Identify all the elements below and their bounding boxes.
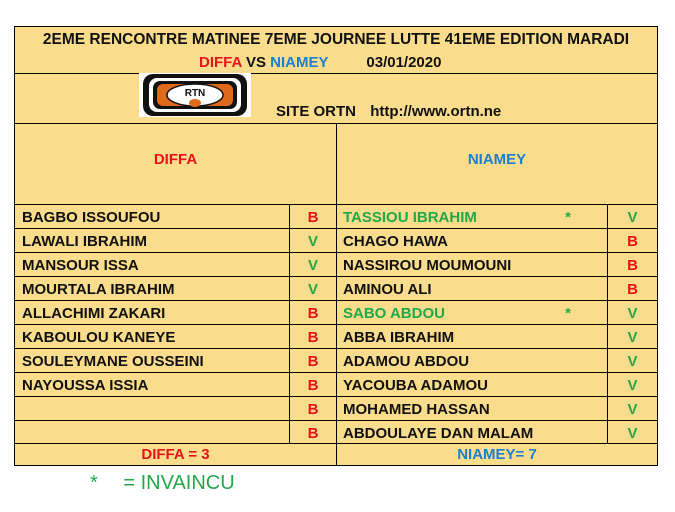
- right-wrestler-name: ABBA IBRAHIM: [343, 329, 455, 346]
- match-date: 03/01/2020: [366, 54, 442, 71]
- left-wrestler-name: ALLACHIMI ZAKARI: [22, 305, 166, 322]
- right-wrestler-name: YACOUBA ADAMOU: [343, 377, 489, 394]
- site-label: SITE ORTN: [276, 103, 357, 120]
- total-right: NIAMEY= 7: [457, 446, 537, 463]
- vs-label: VS: [245, 54, 266, 71]
- left-result: V: [307, 233, 318, 250]
- right-result: V: [627, 329, 638, 346]
- logo-text: RTN: [184, 88, 206, 99]
- right-wrestler-name: ABDOULAYE DAN MALAM: [343, 425, 534, 442]
- results-sheet: [14, 26, 658, 466]
- right-wrestler-name: AMINOU ALI: [343, 281, 432, 298]
- right-result: B: [627, 257, 638, 274]
- total-left: DIFFA = 3: [141, 446, 210, 463]
- match-line: [199, 53, 441, 73]
- left-wrestler-name: KABOULOU KANEYE: [22, 329, 176, 346]
- right-result: V: [627, 425, 638, 442]
- right-wrestler-name: ADAMOU ABDOU: [343, 353, 470, 370]
- left-wrestler-name: SOULEYMANE OUSSEINI: [22, 353, 204, 370]
- left-result: B: [307, 377, 319, 394]
- right-wrestler-name: TASSIOU IBRAHIM: [343, 209, 477, 226]
- right-wrestler-name: SABO ABDOU: [343, 305, 445, 322]
- site-line: [276, 102, 501, 122]
- left-result: B: [307, 209, 319, 226]
- column-header-left: DIFFA: [153, 151, 198, 168]
- right-result: V: [627, 209, 638, 226]
- left-result: B: [307, 329, 319, 346]
- left-result: V: [307, 281, 318, 298]
- legend: [90, 470, 235, 496]
- legend-mark: *: [90, 472, 98, 494]
- right-result: V: [627, 401, 638, 418]
- grid-line: [15, 73, 657, 74]
- right-wrestler-name: MOHAMED HASSAN: [343, 401, 490, 418]
- unbeaten-mark: *: [565, 305, 571, 322]
- right-result: V: [627, 305, 638, 322]
- left-result: B: [307, 401, 319, 418]
- right-result: B: [627, 281, 638, 298]
- grid-line: [336, 123, 337, 465]
- right-result: V: [627, 377, 638, 394]
- left-wrestler-name: BAGBO ISSOUFOU: [22, 209, 161, 226]
- right-result: V: [627, 353, 638, 370]
- ortn-logo: [139, 73, 251, 117]
- team-a-name: DIFFA: [199, 54, 242, 71]
- site-url[interactable]: http://www.ortn.ne: [370, 103, 502, 120]
- ortn-logo-icon: [139, 73, 251, 117]
- right-result: B: [627, 233, 638, 250]
- left-wrestler-name: MOURTALA IBRAHIM: [22, 281, 175, 298]
- left-wrestler-name: LAWALI IBRAHIM: [22, 233, 147, 250]
- team-b-name: NIAMEY: [270, 54, 329, 71]
- legend-text: = INVAINCU: [123, 472, 235, 494]
- left-wrestler-name: MANSOUR ISSA: [22, 257, 139, 274]
- left-result: B: [307, 305, 319, 322]
- left-result: B: [307, 425, 319, 442]
- page-title: 2EME RENCONTRE MATINEE 7EME JOURNEE LUTTE 41EME EDITION MARADI: [42, 31, 630, 48]
- left-result: B: [307, 353, 319, 370]
- column-header-right: NIAMEY: [467, 151, 527, 168]
- left-wrestler-name: NAYOUSSA ISSIA: [22, 377, 149, 394]
- right-wrestler-name: NASSIROU MOUMOUNI: [343, 257, 512, 274]
- left-result: V: [307, 257, 318, 274]
- unbeaten-mark: *: [565, 209, 571, 226]
- right-wrestler-name: CHAGO HAWA: [343, 233, 448, 250]
